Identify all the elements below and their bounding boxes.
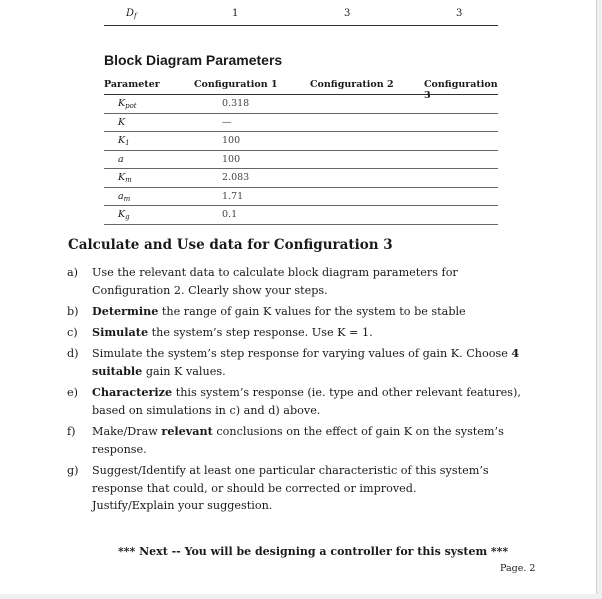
question-fragment: Make/Draw — [92, 425, 162, 438]
question-item — [67, 423, 527, 458]
param-symbol-text: K — [118, 98, 126, 109]
param-config1-value: 100 — [222, 135, 241, 146]
params-body — [104, 95, 498, 225]
question-emphasis: Characterize — [92, 385, 173, 399]
param-symbol — [118, 191, 130, 203]
param-symbol — [118, 98, 137, 110]
question-fragment: Use the relevant data to calculate block diagram parameters for Configuration 2. Clearly show your steps. — [92, 266, 458, 297]
next-note: *** Next -- You will be designing a controller for this system *** — [118, 545, 509, 558]
question-item — [67, 462, 527, 515]
header-config2: Configuration 2 — [310, 79, 394, 90]
param-symbol — [118, 117, 125, 128]
question-emphasis: 4 suitable — [92, 346, 520, 378]
header-parameter: Parameter — [104, 79, 160, 90]
param-config1-value: — — [222, 116, 232, 128]
page-shadow-bottom — [0, 594, 602, 599]
top-symbol-sub: f — [134, 12, 137, 20]
top-config1: 1 — [232, 8, 239, 19]
question-fragment: Simulate the system’s step response for varying values of gain K. Choose — [92, 347, 512, 360]
param-symbol-text: K — [118, 172, 126, 183]
questions-list — [67, 264, 527, 515]
header-config3: Configuration 3 — [424, 79, 498, 101]
param-symbol — [118, 172, 132, 184]
header-config1: Configuration 1 — [194, 79, 278, 90]
param-symbol — [118, 154, 124, 165]
question-fragment: this system’s response (ie. type and other relevant features), based on simulations in c) and d) above. — [92, 386, 521, 417]
param-row — [104, 169, 498, 188]
param-row — [104, 206, 498, 225]
param-config1-value: 1.71 — [222, 190, 244, 202]
question-label: c) — [67, 325, 78, 339]
param-config1-value: 0.1 — [222, 209, 238, 220]
param-symbol-sub: 1 — [125, 139, 130, 147]
question-emphasis: Simulate — [92, 324, 149, 339]
question-label: e) — [67, 386, 78, 399]
question-text — [92, 462, 527, 497]
param-symbol — [118, 135, 130, 147]
param-row — [104, 114, 498, 133]
question-label: d) — [67, 347, 79, 360]
question-fragment: the range of gain K values for the system to be stable — [158, 305, 466, 318]
top-symbol-text: D — [126, 8, 135, 19]
param-symbol-text: a — [118, 190, 124, 202]
question-text — [92, 384, 527, 419]
question-text — [92, 423, 527, 458]
param-config1-value: 100 — [222, 153, 241, 165]
question-fragment: gain K values. — [142, 364, 226, 378]
question-item — [67, 345, 527, 380]
param-symbol-sub: pot — [125, 102, 137, 110]
question-label: b) — [67, 305, 79, 318]
question-text — [92, 264, 527, 299]
top-table-row — [104, 0, 498, 26]
question-text — [92, 345, 527, 380]
questions-title: Calculate and Use data for Configuration 3 — [68, 237, 393, 253]
param-config1-value: 2.083 — [222, 172, 250, 183]
top-table-rule — [104, 25, 498, 26]
question-label: a) — [67, 266, 79, 279]
param-row — [104, 132, 498, 151]
question-item — [67, 303, 527, 321]
question-fragment: Suggest/Identify at least one particular characteristic of this system’s response that could, or should be corrected or improved. — [92, 464, 489, 495]
page-number: Page. 2 — [500, 563, 536, 574]
param-symbol — [118, 209, 130, 221]
page-shadow-right — [597, 0, 602, 599]
top-symbol — [126, 8, 137, 20]
top-config2: 3 — [344, 8, 351, 19]
param-config1-value: 0.318 — [222, 98, 250, 109]
question-emphasis: relevant — [161, 424, 213, 438]
param-symbol-sub: m — [125, 176, 132, 184]
param-symbol-sub: m — [123, 194, 131, 203]
param-row — [104, 151, 498, 170]
question-label: g) — [67, 464, 79, 477]
question-item — [67, 264, 527, 299]
question-text — [92, 324, 527, 342]
params-header — [104, 76, 498, 101]
question-label: f) — [67, 425, 76, 438]
param-row — [104, 188, 498, 207]
top-config3: 3 — [456, 8, 463, 19]
params-table — [104, 76, 498, 225]
param-symbol-text: K — [118, 209, 126, 220]
param-symbol-text: a — [118, 153, 124, 165]
param-symbol-sub: g — [125, 213, 130, 221]
question-fragment: the system’s step response. Use K = 1. — [148, 325, 373, 339]
question-item — [67, 324, 527, 342]
param-row — [104, 95, 498, 114]
section-title: Block Diagram Parameters — [104, 52, 283, 68]
question-item — [67, 384, 527, 419]
question-emphasis: Determine — [92, 304, 159, 318]
param-symbol-text: K — [118, 116, 126, 128]
question-extra: Justify/Explain your suggestion. — [92, 499, 273, 512]
param-symbol-text: K — [118, 135, 126, 146]
question-fragment: conclusions on the effect of gain K on the system’s response. — [92, 425, 504, 456]
question-text — [92, 303, 527, 321]
